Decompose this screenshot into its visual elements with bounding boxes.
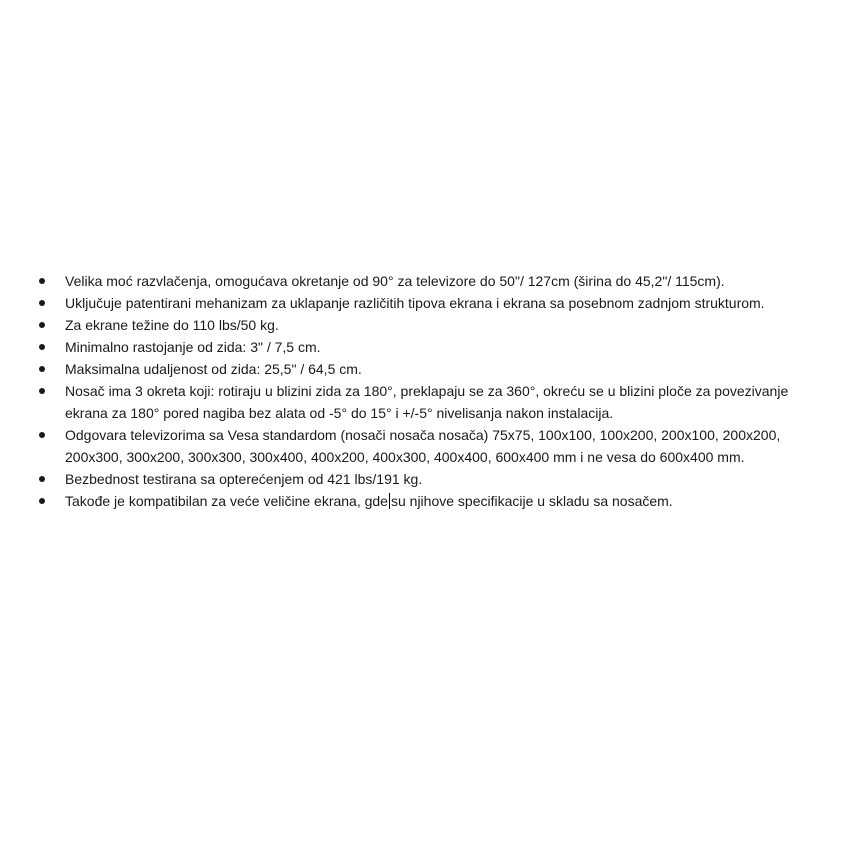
bullet-icon	[39, 498, 45, 504]
list-item-text: Minimalno rastojanje od zida: 3" / 7,5 cm.	[65, 339, 321, 355]
list-item-text-before-caret: Takođe je kompatibilan za veće veličine ekrana, gde	[65, 493, 388, 509]
bullet-icon	[39, 388, 45, 394]
list-item	[35, 380, 825, 424]
list-item-text: Uključuje patentirani mehanizam za uklapanje različitih tipova ekrana i ekrana sa posebnom zadnjom strukturom.	[65, 295, 765, 311]
list-item-text: Za ekrane težine do 110 lbs/50 kg.	[65, 317, 279, 333]
spec-bullet-list	[35, 270, 825, 512]
list-item	[35, 336, 825, 358]
bullet-icon	[39, 344, 45, 350]
list-item	[35, 358, 825, 380]
document-body	[35, 270, 825, 512]
bullet-icon	[39, 300, 45, 306]
list-item-text: Maksimalna udaljenost od zida: 25,5" / 64,5 cm.	[65, 361, 362, 377]
text-cursor	[389, 493, 390, 509]
list-item-text: Velika moć razvlačenja, omogućava okretanje od 90° za televizore do 50"/ 127cm (širina do 45,2"/ 115cm).	[65, 273, 725, 289]
bullet-icon	[39, 366, 45, 372]
list-item	[35, 270, 825, 292]
list-item-text: Bezbednost testirana sa opterećenjem od 421 lbs/191 kg.	[65, 471, 423, 487]
bullet-icon	[39, 476, 45, 482]
list-item	[35, 468, 825, 490]
list-item	[35, 292, 825, 314]
list-item	[35, 424, 825, 468]
list-item-text: Nosač ima 3 okreta koji: rotiraju u blizini zida za 180°, preklapaju se za 360°, okreću se u blizini ploče za povezivanje ekrana za 180° pored nagiba bez alata od -5° do 15° i +/-5° nivelisanja nakon instalacija.	[65, 383, 789, 421]
list-item	[35, 314, 825, 336]
list-item[interactable]	[35, 490, 825, 512]
bullet-icon	[39, 278, 45, 284]
list-item-text: Odgovara televizorima sa Vesa standardom (nosači nosača nosača) 75x75, 100x100, 100x200, 200x100, 200x200, 200x300, 300x200, 300x300, 300x400, 400x200, 400x300, 400x400, 600x400 mm i ne vesa do 600x400 mm.	[65, 427, 781, 465]
bullet-icon	[39, 322, 45, 328]
bullet-icon	[39, 432, 45, 438]
list-item-text-after-caret: su njihove specifikacije u skladu sa nosačem.	[390, 493, 673, 509]
